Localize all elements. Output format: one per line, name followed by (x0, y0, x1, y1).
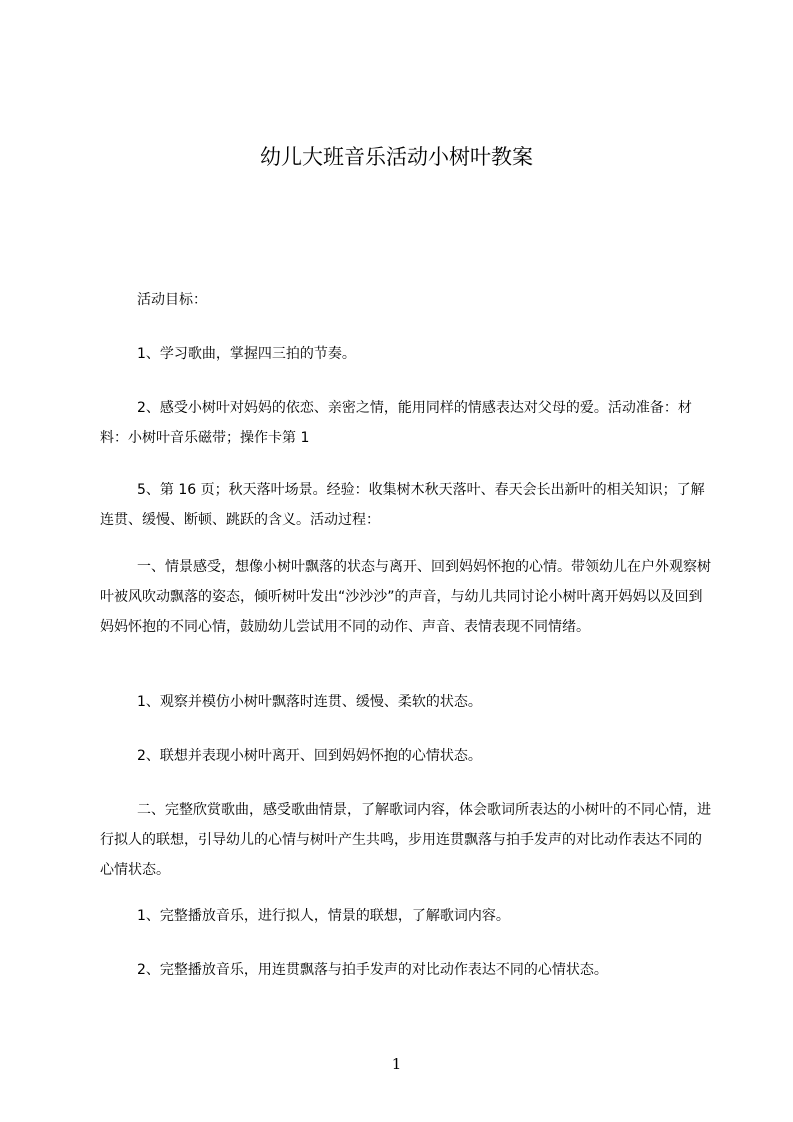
paragraph-step-2-1: 1、完整播放音乐，进行拟人，情景的联想，了解歌词内容。 (137, 908, 510, 924)
paragraph-objectives-heading: 活动目标： (137, 292, 207, 308)
paragraph-step-1: 一、情景感受，想像小树叶飘落的状态与离开、回到妈妈怀抱的心情。带领幼儿在户外观察树叶被风吹动飘落的姿态，倾听树叶发出“沙沙沙”的声音，与幼儿共同讨论小树叶离开妈妈以及回到妈妈怀抱的不同心情，鼓励幼儿尝试用不同的动作、声音、表情表现不同情绪。 (100, 559, 711, 635)
paragraph-step-1-2: 2、联想并表现小树叶离开、回到妈妈怀抱的心情状态。 (137, 748, 482, 764)
paragraph-step-2: 二、完整欣赏歌曲，感受歌曲情景，了解歌词内容，体会歌词所表达的小树叶的不同心情，进行拟人的联想，引导幼儿的心情与树叶产生共鸣，步用连贯飘落与拍手发声的对比动作表达不同的心情状态。 (100, 802, 711, 878)
page-number: 1 (391, 1055, 402, 1073)
page-title: 幼儿大班音乐活动小树叶教案 (260, 145, 533, 169)
paragraph-objective-1: 1、学习歌曲，掌握四三拍的节奏。 (137, 346, 356, 362)
paragraph-objective-2: 2、感受小树叶对妈妈的依恋、亲密之情，能用同样的情感表达对父母的爱。活动准备：材料：小树叶音乐磁带；操作卡第 1 (100, 400, 692, 446)
paragraph-step-2-2: 2、完整播放音乐，用连贯飘落与拍手发声的对比动作表达不同的心情状态。 (137, 962, 608, 978)
paragraph-preparation: 5、第 16 页；秋天落叶场景。经验：收集树木秋天落叶、春天会长出新叶的相关知识；了解连贯、缓慢、断顿、跳跃的含义。活动过程： (100, 482, 705, 528)
paragraph-step-1-1: 1、观察并模仿小树叶飘落时连贯、缓慢、柔软的状态。 (137, 694, 482, 710)
